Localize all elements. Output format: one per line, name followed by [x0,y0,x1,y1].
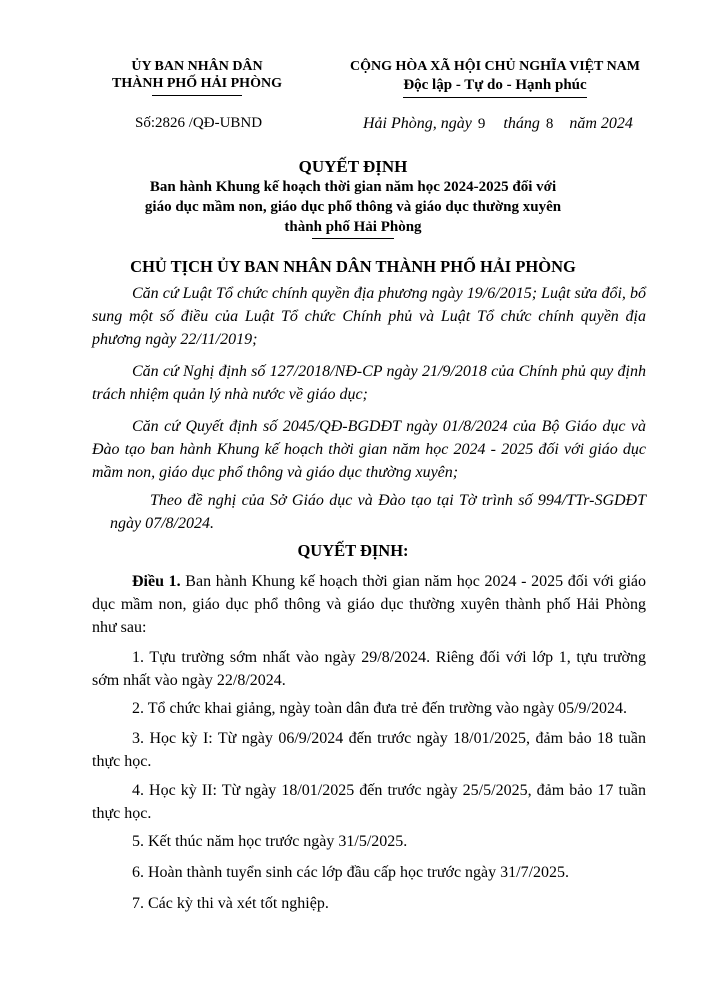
list-item: 5. Kết thúc năm học trước ngày 31/5/2025. [132,833,408,850]
date-place: Hải Phòng, ngày [363,115,472,132]
list-item: 2. Tổ chức khai giảng, ngày toàn dân đưa trẻ đến trường vào ngày 05/9/2024. [132,700,627,717]
nation-line-2: Độc lập - Tự do - Hạnh phúc [403,77,587,93]
motto-underline [403,97,587,98]
title-main: QUYẾT ĐỊNH [298,157,408,176]
legal-basis-1: Căn cứ Luật Tổ chức chính quyền địa phương ngày 19/6/2015; Luật sửa đổi, bổ sung một số điều của Luật Tổ chức Chính phủ và Luật Tổ chức chính quyền địa phương ngày 22/11/2019; [92,285,646,348]
list-item: 7. Các kỳ thi và xét tốt nghiệp. [132,895,329,912]
title-sub-line-3: thành phố Hải Phòng [284,219,422,235]
agency-line-2: THÀNH PHỐ HẢI PHÒNG [112,76,282,91]
date-month: 8 [545,116,554,132]
legal-basis-3: Căn cứ Quyết định số 2045/QĐ-BGDĐT ngày 01/8/2024 của Bộ Giáo dục và Đào tạo ban hành Khung kế hoạch thời gian năm học 2024 - 2025 đối với giáo dục mầm non, giáo dục phổ thông và giáo dục thường xuyên; [92,418,646,481]
agency-line-1: ỦY BAN NHÂN DÂN [131,59,263,74]
article-1-text: Ban hành Khung kế hoạch thời gian năm học 2024 - 2025 đối với giáo dục mầm non, giáo dục phổ thông và giáo dục thường xuyên thành phố Hải Phòng như sau: [92,573,646,636]
date-year: năm 2024 [569,115,633,132]
list-item: 3. Học kỳ I: Từ ngày 06/9/2024 đến trước ngày 18/01/2025, đảm bảo 18 tuần thực học. [92,730,646,770]
article-1-label: Điều 1. [132,573,181,590]
document-number: Số:2826 /QĐ-UBND [135,115,263,131]
document-title [80,157,626,239]
date-day: 9 [477,116,486,132]
list-item: 6. Hoàn thành tuyển sinh các lớp đầu cấp học trước ngày 31/7/2025. [132,864,570,881]
title-sub-line-1: Ban hành Khung kế hoạch thời gian năm học 2024-2025 đối với [149,179,557,195]
list-item: 4. Học kỳ II: Từ ngày 18/01/2025 đến trước ngày 25/5/2025, đảm bảo 17 tuần thực học. [92,782,646,822]
issuing-agency [92,58,302,96]
title-underline [312,238,394,239]
list-item: 1. Tựu trường sớm nhất vào ngày 29/8/2024. Riêng đối với lớp 1, tựu trường sớm nhất vào ngày 22/8/2024. [92,649,646,689]
legal-basis-4: Theo đề nghị của Sở Giáo dục và Đào tạo tại Tờ trình số 994/TTr-SGDĐT ngày 07/8/2024. [110,492,646,532]
authority-heading: CHỦ TỊCH ỦY BAN NHÂN DÂN THÀNH PHỐ HẢI PHÒNG [130,257,576,276]
national-motto [330,58,660,98]
agency-underline [152,95,242,96]
date-month-label: tháng [503,115,540,132]
legal-basis-2: Căn cứ Nghị định số 127/2018/NĐ-CP ngày 21/9/2018 của Chính phủ quy định trách nhiệm quản lý nhà nước về giáo dục; [92,363,646,403]
decision-heading: QUYẾT ĐỊNH: [297,541,409,560]
article-1 [92,570,646,639]
issue-date [363,115,633,133]
title-sub-line-2: giáo dục mầm non, giáo dục phổ thông và giáo dục thường xuyên [144,199,562,215]
nation-line-1: CỘNG HÒA XÃ HỘI CHỦ NGHĨA VIỆT NAM [349,59,640,74]
